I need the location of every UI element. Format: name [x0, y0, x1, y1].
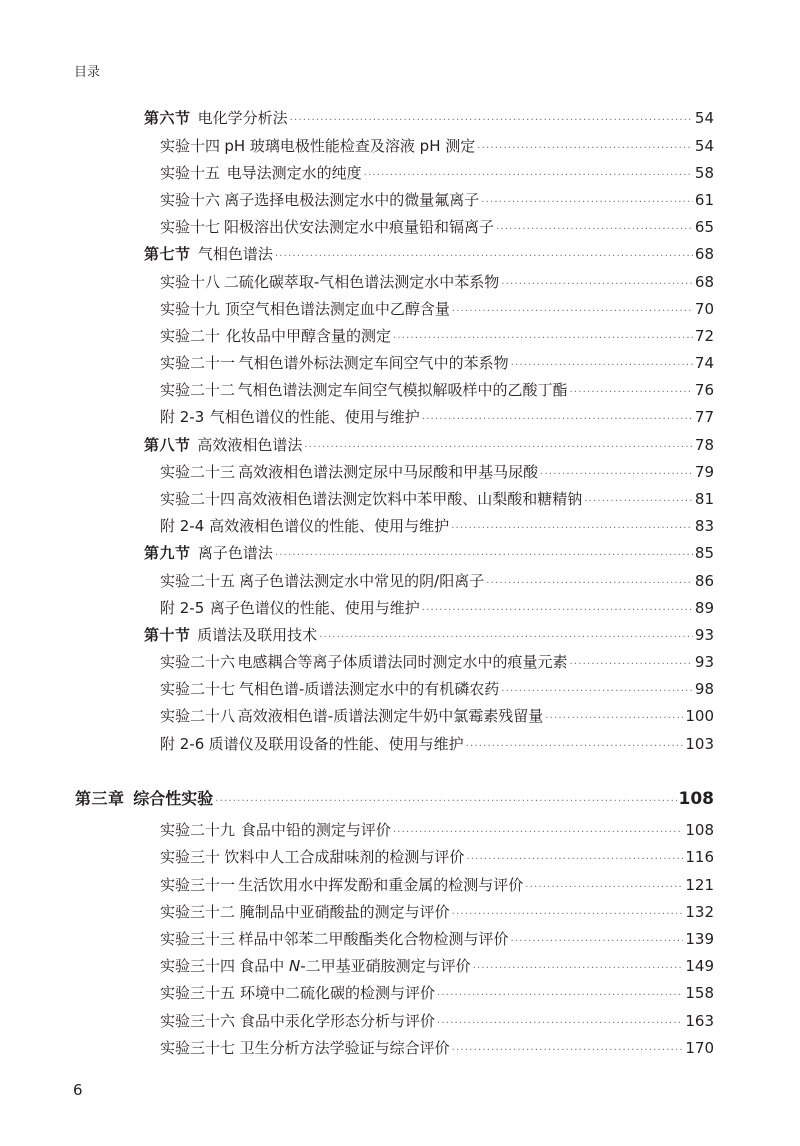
dot-leader	[422, 409, 693, 431]
entry-label: 实验十七	[160, 218, 221, 236]
toc-item-entry[interactable]	[160, 488, 714, 513]
entry-title: 质谱仪及联用设备的性能、使用与维护	[208, 735, 464, 753]
entry-title: 电化学分析法	[197, 109, 288, 127]
entry-page: 121	[685, 876, 714, 894]
dot-leader	[584, 491, 693, 513]
toc-item-entry[interactable]	[160, 733, 714, 758]
entry-label: 实验二十四	[160, 490, 236, 508]
toc-section-entry[interactable]	[144, 243, 714, 268]
entry-page: 108	[685, 821, 714, 839]
dot-leader	[437, 985, 683, 1007]
entry-page: 170	[685, 1039, 714, 1057]
entry-page: 81	[694, 490, 714, 508]
entry-title: 综合性实验	[133, 789, 214, 808]
entry-title: 高效液相色谱法	[197, 436, 303, 454]
entry-title: 离子色谱法测定水中常见的阴/阳离子	[239, 572, 485, 590]
toc-item-entry[interactable]	[160, 1010, 714, 1035]
dot-leader	[275, 246, 693, 268]
entry-page: 70	[694, 300, 714, 318]
entry-page: 89	[694, 599, 714, 617]
dot-leader	[451, 518, 693, 540]
entry-page: 58	[694, 164, 714, 182]
entry-label: 实验三十五	[160, 984, 236, 1002]
entry-title: 气相色谱法测定车间空气模拟解吸样中的乙酸丁酯	[237, 381, 568, 399]
entry-page: 85	[694, 544, 714, 562]
entry-title	[239, 955, 470, 977]
entry-label: 实验三十六	[160, 1012, 236, 1030]
toc-item-entry[interactable]	[160, 846, 714, 871]
dot-leader	[452, 301, 693, 323]
entry-label: 实验十五	[160, 164, 221, 182]
dot-leader	[364, 165, 693, 187]
entry-title: 食品中铅的测定与评价	[240, 821, 391, 839]
entry-page: 65	[694, 218, 714, 236]
entry-label: 第十节	[144, 626, 191, 644]
entry-title: 饮料中人工合成甜味剂的检测与评价	[224, 848, 465, 866]
dot-leader	[466, 736, 684, 758]
entry-label: 实验二十	[160, 327, 221, 345]
dot-leader	[501, 274, 693, 296]
entry-page: 116	[685, 848, 714, 866]
entry-label: 附 2-4	[160, 517, 205, 535]
dot-leader	[473, 958, 684, 980]
toc-item-entry[interactable]	[160, 901, 714, 926]
entry-label: 第七节	[144, 245, 191, 263]
toc-item-entry[interactable]	[160, 982, 714, 1007]
dot-leader	[501, 681, 693, 703]
entry-title: 电感耦合等离子体质谱法同时测定水中的痕量元素	[237, 653, 568, 671]
entry-page: 72	[694, 327, 714, 345]
toc-item-entry[interactable]	[160, 1037, 714, 1062]
entry-title-italic: N	[289, 957, 301, 975]
toc-item-entry[interactable]	[160, 271, 714, 296]
entry-label: 实验三十一	[160, 876, 236, 894]
toc-item-entry[interactable]	[160, 379, 714, 404]
entry-label: 实验二十五	[160, 572, 236, 590]
entry-title: 气相色谱仪的性能、使用与维护	[209, 408, 420, 426]
dot-leader	[466, 849, 683, 871]
toc-item-entry[interactable]	[160, 162, 714, 187]
entry-title: 环境中二硫化碳的检测与评价	[239, 984, 435, 1002]
entry-label: 附 2-5	[160, 599, 205, 617]
entry-title-part: -二甲基亚硝胺测定与评价	[300, 957, 471, 975]
dot-leader	[452, 904, 684, 926]
page-number: 6	[73, 1081, 83, 1099]
entry-label: 实验三十	[160, 848, 221, 866]
entry-title: 气相色谱法	[197, 245, 273, 263]
entry-label: 实验二十二	[160, 381, 236, 399]
dot-leader	[486, 573, 693, 595]
entry-label: 实验二十八	[160, 707, 236, 725]
entry-page: 103	[685, 735, 714, 753]
entry-page: 68	[694, 273, 714, 291]
toc-item-entry[interactable]	[160, 955, 714, 980]
entry-label: 实验三十三	[160, 930, 236, 948]
entry-title: 卫生分析方法学验证与综合评价	[239, 1039, 450, 1057]
toc-item-entry[interactable]	[160, 651, 714, 676]
dot-leader	[422, 600, 693, 622]
toc-item-entry[interactable]	[160, 928, 714, 953]
toc-item-entry[interactable]	[160, 597, 714, 622]
toc-item-entry[interactable]	[160, 189, 714, 214]
entry-label: 实验二十九	[160, 821, 236, 839]
entry-page: 108	[678, 789, 714, 809]
entry-title: 气相色谱外标法测定车间空气中的苯系物	[238, 354, 509, 372]
dot-leader	[496, 219, 693, 241]
entry-page: 74	[694, 354, 714, 372]
entry-title: pH 玻璃电极性能检查及溶液 pH 测定	[224, 137, 476, 155]
entry-page: 61	[694, 191, 714, 209]
entry-title: 高效液相色谱-质谱法测定牛奶中氯霉素残留量	[237, 707, 544, 725]
entry-label: 第九节	[144, 544, 191, 562]
toc-item-entry[interactable]	[160, 352, 714, 377]
entry-title: 样品中邻苯二甲酸酯类化合物检测与评价	[238, 930, 509, 948]
entry-label: 实验三十四	[160, 957, 236, 975]
running-header: 目录	[74, 65, 101, 80]
entry-page: 158	[685, 984, 714, 1002]
entry-label: 实验二十七	[160, 680, 236, 698]
entry-title: 生活饮用水中挥发酚和重金属的检测与评价	[238, 876, 524, 894]
entry-page: 79	[694, 463, 714, 481]
entry-title: 质谱法及联用技术	[197, 626, 318, 644]
entry-page: 68	[694, 245, 714, 263]
entry-title: 高效液相色谱仪的性能、使用与维护	[209, 517, 450, 535]
entry-title: 高效液相色谱法测定饮料中苯甲酸、山梨酸和糖精钠	[237, 490, 583, 508]
dot-leader	[540, 464, 693, 486]
dot-leader	[393, 822, 684, 844]
entry-page: 54	[694, 137, 714, 155]
entry-page: 86	[694, 572, 714, 590]
entry-label: 附 2-3	[160, 408, 205, 426]
entry-page: 78	[694, 436, 714, 454]
toc-chapter-entry[interactable]	[75, 788, 714, 813]
entry-title: 电导法测定水的纯度	[226, 164, 362, 182]
entry-label: 实验十九	[160, 300, 221, 318]
entry-page: 54	[694, 109, 714, 127]
dot-leader	[570, 382, 693, 404]
entry-title: 化妆品中甲醇含量的测定	[226, 327, 392, 345]
toc-item-entry[interactable]	[160, 678, 714, 703]
entry-label: 实验三十七	[160, 1039, 236, 1057]
entry-page: 149	[685, 957, 714, 975]
toc-item-entry[interactable]	[160, 705, 714, 730]
dot-leader	[393, 328, 693, 350]
entry-title: 离子选择电极法测定水中的微量氟离子	[224, 191, 480, 209]
dot-leader	[215, 791, 676, 813]
dot-leader	[525, 877, 683, 899]
toc-item-entry[interactable]	[160, 216, 714, 241]
dot-leader	[511, 355, 693, 377]
entry-label: 实验十六	[160, 191, 221, 209]
dot-leader	[319, 627, 693, 649]
toc-item-entry[interactable]	[160, 819, 714, 844]
entry-label: 实验三十二	[160, 903, 236, 921]
entry-label: 第八节	[144, 436, 191, 454]
dot-leader	[477, 138, 693, 160]
dot-leader	[545, 708, 683, 730]
toc-item-entry[interactable]	[160, 298, 714, 323]
entry-page: 139	[685, 930, 714, 948]
toc-item-entry[interactable]	[160, 461, 714, 486]
toc-item-entry[interactable]	[160, 515, 714, 540]
dot-leader	[481, 192, 693, 214]
entry-page: 77	[694, 408, 714, 426]
entry-page: 100	[685, 707, 714, 725]
entry-label: 实验二十一	[160, 354, 236, 372]
entry-label: 附 2-6	[160, 735, 205, 753]
entry-page: 83	[694, 517, 714, 535]
entry-page: 163	[685, 1012, 714, 1030]
entry-label: 实验十四	[160, 137, 221, 155]
entry-title: 阳极溶出伏安法测定水中痕量铅和镉离子	[223, 218, 494, 236]
toc-section-entry[interactable]	[144, 107, 714, 132]
entry-page: 98	[694, 680, 714, 698]
toc-section-entry[interactable]	[144, 624, 714, 649]
dot-leader	[452, 1040, 684, 1062]
toc-section-entry[interactable]	[144, 542, 714, 567]
entry-label: 实验二十六	[160, 653, 236, 671]
entry-title: 腌制品中亚硝酸盐的测定与评价	[239, 903, 450, 921]
toc-section-entry[interactable]	[144, 434, 714, 459]
dot-leader	[290, 110, 693, 132]
entry-title: 食品中汞化学形态分析与评价	[239, 1012, 435, 1030]
entry-label: 第六节	[144, 109, 191, 127]
toc-item-entry[interactable]	[160, 135, 714, 160]
dot-leader	[570, 654, 693, 676]
dot-leader	[437, 1013, 683, 1035]
entry-page: 93	[694, 653, 714, 671]
dot-leader	[275, 545, 693, 567]
entry-label: 实验十八	[160, 273, 221, 291]
toc-item-entry[interactable]	[160, 325, 714, 350]
entry-page: 132	[685, 903, 714, 921]
entry-page: 76	[694, 381, 714, 399]
toc-item-entry[interactable]	[160, 406, 714, 431]
entry-title: 二硫化碳萃取-气相色谱法测定水中苯系物	[223, 273, 500, 291]
entry-title: 气相色谱-质谱法测定水中的有机磷农药	[238, 680, 500, 698]
dot-leader	[304, 437, 693, 459]
entry-page: 93	[694, 626, 714, 644]
toc-item-entry[interactable]	[160, 874, 714, 899]
dot-leader	[510, 931, 683, 953]
entry-title: 高效液相色谱法测定尿中马尿酸和甲基马尿酸	[238, 463, 539, 481]
entry-label: 实验二十三	[160, 463, 236, 481]
entry-title: 离子色谱法	[197, 544, 273, 562]
toc-item-entry[interactable]	[160, 570, 714, 595]
entry-title: 顶空气相色谱法测定血中乙醇含量	[224, 300, 450, 318]
entry-title-part: 食品中	[239, 957, 290, 975]
entry-label: 第三章	[75, 789, 125, 808]
entry-title: 离子色谱仪的性能、使用与维护	[209, 599, 420, 617]
